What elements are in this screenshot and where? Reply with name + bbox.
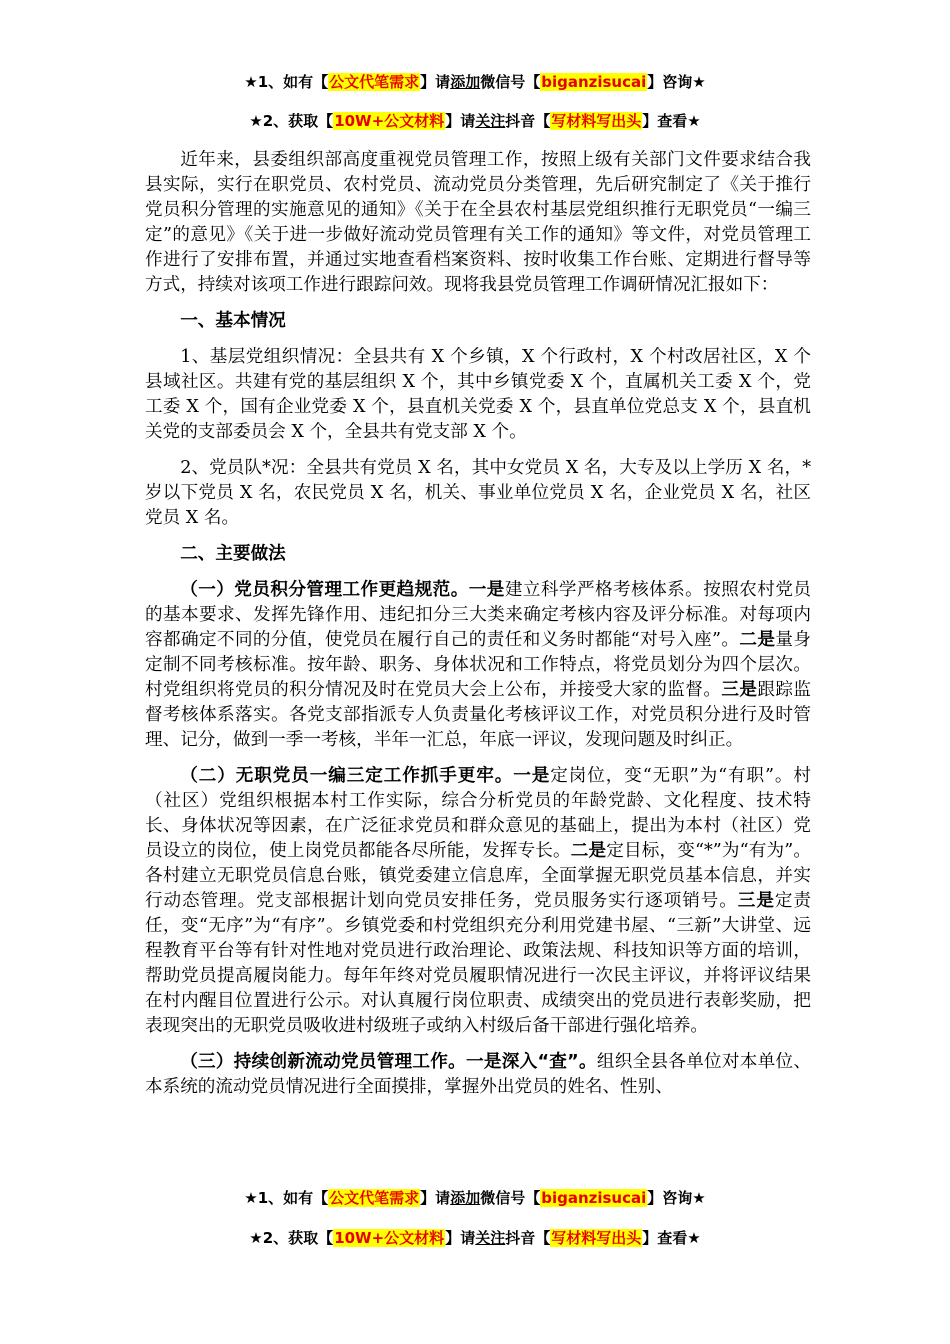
ordinal-keyword: 三是 [721,680,758,700]
banner-highlight: 10W+公文材料 [334,112,445,130]
banner-text: ★1、如有【 [244,1189,329,1207]
paragraph-text: 组织全县各单位对本单位、本系统的流动党员情况进行全面摸排，掌握外出党员的姓名、性别、 [145,1052,811,1097]
ordinal-keyword: 三是 [737,891,775,911]
banner-text: ★2、获取【 [249,1229,334,1247]
banner-highlight: 10W+公文材料 [334,1229,445,1247]
basic-member-paragraph: 2、党员队*况：全县共有党员 X 名，其中女党员 X 名，大专及以上学历 X 名，*岁以下党员 X 名，农民党员 X 名，机关、事业单位党员 X 名，企业党员 X 名，社区党员 X 名。 [145,458,811,528]
banner-underlined: 关注 [475,1229,506,1247]
banner-highlight: 公文代笔需求 [329,1189,420,1207]
section-heading-methods: 二、主要做法 [180,544,286,564]
method-points-paragraph [145,578,811,753]
promo-banner-bottom-2 [0,1228,950,1248]
banner-highlight: 写材料写出头 [551,112,642,130]
banner-text: 】请 [420,73,451,91]
promo-banner-top-2 [0,111,950,131]
banner-text: 】请 [445,1229,476,1247]
banner-text: 】请 [445,112,476,130]
banner-underlined: 添加 [450,73,481,91]
paragraph-text: 定岗位，变“无职”为“有职”。村（社区）党组织根据本村工作实际，综合分析党员的年龄党龄、文化程度、技术特长、身体状况等因素，在广泛征求党员和群众意见的基础上，提出为本村（社区）党员设立的岗位，使上岗党员都能各尽所能，发挥专长。 [145,766,811,861]
banner-text: 微信号【 [480,73,541,91]
promo-banner-top-1 [0,72,950,92]
banner-text: ★1、如有【 [244,73,329,91]
paragraph-text: 跟踪监督考核体系落实。各党支部指派专人负责量化考核评议工作，对党员积分进行及时管理、记分，做到一季一考核，半年一汇总，年底一评议，发现问题及时纠正。 [145,680,811,750]
ordinal-keyword: 一是 [513,766,551,786]
ordinal-keyword: 二是 [739,630,776,650]
paragraph-text: 定责任，变“无序”为“有序”。乡镇党委和村党组织充分利用党建书屋、“三新”大讲堂、远程教育平台等有针对性地对党员进行政治理论、政策法规、科技知识等方面的培训，帮助党员提高履岗能力。每年年终对党员履职情况进行一次民主评议，并将评议结果在村内醒目位置进行公示。对认真履行岗位职责、成绩突出的党员进行表彰奖励，把表现突出的无职党员吸收进村级班子或纳入村级后备干部进行强化培养。 [145,891,811,1036]
promo-banner-bottom-1 [0,1188,950,1208]
subsection-lead: （三）持续创新流动党员管理工作。 [180,1052,467,1072]
banner-text: 】查看★ [642,112,701,130]
banner-underlined: 关注 [475,112,506,130]
method-nonposition-paragraph [145,764,811,1039]
ordinal-keyword: 一是深入“查”。 [466,1052,597,1072]
banner-text: ★2、获取【 [249,112,334,130]
banner-text: 】查看★ [642,1229,701,1247]
banner-text: 微信号【 [480,1189,541,1207]
banner-underlined: 添加 [450,1189,481,1207]
section-heading-basic: 一、基本情况 [180,311,286,331]
subsection-lead: （二）无职党员一编三定工作抓手更牢。 [180,766,514,786]
banner-text: 】请 [420,1189,451,1207]
banner-highlight: biganzisucai [541,73,647,91]
banner-text: 】咨询★ [647,1189,706,1207]
banner-text: 抖音【 [505,112,551,130]
banner-highlight: 写材料写出头 [551,1229,642,1247]
ordinal-keyword: 二是 [570,841,607,861]
banner-text: 抖音【 [505,1229,551,1247]
banner-highlight: 公文代笔需求 [329,73,420,91]
document-body [145,148,811,1100]
method-mobile-paragraph [145,1050,811,1100]
paragraph-text: 定目标，变“*”为“有为”。各村建立无职党员信息台账，镇党委建立信息库，全面掌握无职党员基本信息，并实行动态管理。党支部根据计划向党员安排任务，党员服务实行逐项销号。 [145,841,811,911]
banner-highlight: biganzisucai [541,1189,647,1207]
banner-text: 】咨询★ [647,73,706,91]
basic-org-paragraph: 1、基层党组织情况：全县共有 X 个乡镇，X 个行政村，X 个村改居社区，X 个县域社区。共建有党的基层组织 X 个，其中乡镇党委 X 个，直属机关工委 X 个，党工委 X 个，国有企业党委 X 个，县直机关党委 X 个，县直单位党总支 X 个，县直机关党的支部委员会 X 个，全县共有党支部 X 个。 [145,347,811,442]
subsection-lead: （一）党员积分管理工作更趋规范。 [180,580,469,600]
paragraph-text: 建立科学严格考核体系。按照农村党员的基本要求、发挥先锋作用、违纪扣分三大类来确定考核内容及评分标准。对每项内容都确定不同的分值，使党员在履行自己的责任和义务时都能“对号入座”。 [145,580,811,650]
paragraph-text: 量身定制不同考核标准。按年龄、职务、身体状况和工作特点，将党员划分为四个层次。村党组织将党员的积分情况及时在党员大会上公布，并接受大家的监督。 [145,630,811,700]
ordinal-keyword: 一是 [468,580,505,600]
intro-paragraph: 近年来，县委组织部高度重视党员管理工作，按照上级有关部门文件要求结合我县实际，实行在职党员、农村党员、流动党员分类管理，先后研究制定了《关于推行党员积分管理的实施意见的通知》《关于在全县农村基层党组织推行无职党员“一编三定”的意见》《关于进一步做好流动党员管理有关工作的通知》等文件，对党员管理工作进行了安排布置，并通过实地查看档案资料、按时收集工作台账、定期进行督导等方式，持续对该项工作进行跟踪问效。现将我县党员管理工作调研情况汇报如下： [145,150,811,295]
